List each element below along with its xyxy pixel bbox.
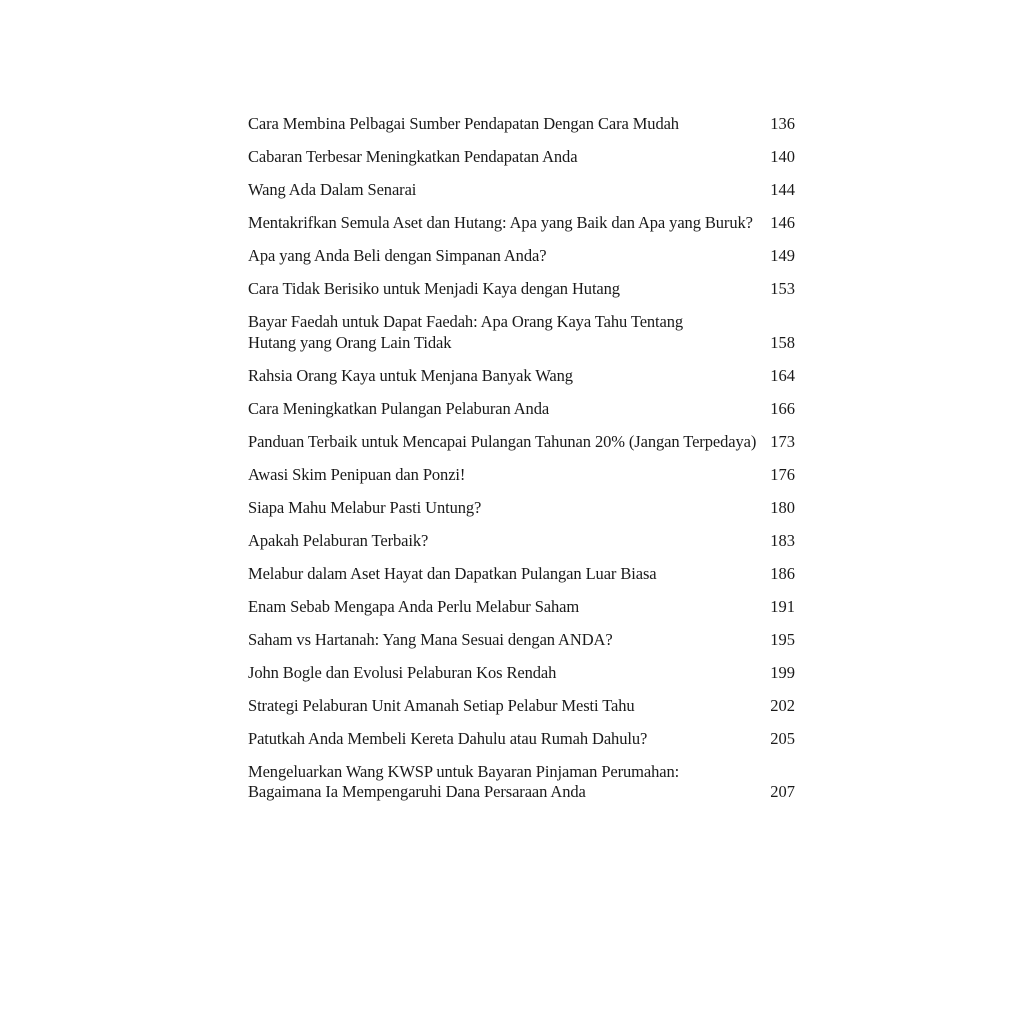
toc-entry-title	[248, 180, 416, 201]
toc-entry	[248, 246, 795, 267]
toc-entry	[248, 498, 795, 519]
toc-entry-page: 146	[770, 213, 795, 232]
toc-entry-page: 180	[770, 497, 795, 517]
toc-entry	[248, 279, 795, 300]
toc-entry-title	[248, 597, 579, 618]
toc-entry	[248, 180, 795, 201]
toc-entry-title	[248, 213, 753, 234]
toc-entry-title-line: Rahsia Orang Kaya untuk Menjana Banyak Wang	[248, 365, 573, 385]
toc-entry-title	[248, 531, 428, 552]
toc-entry	[248, 366, 795, 387]
toc-entry-title-line: Bayar Faedah untuk Dapat Faedah: Apa Orang Kaya Tahu Tentang	[248, 312, 684, 331]
toc-entry-title-line: Patutkah Anda Membeli Kereta Dahulu atau Rumah Dahulu?	[248, 728, 648, 748]
toc-entry-page: 164	[770, 365, 795, 385]
toc-entry-title-line: Cara Tidak Berisiko untuk Menjadi Kaya dengan Hutang	[248, 279, 620, 298]
toc-entry-title-line: Cara Meningkatkan Pulangan Pelaburan Anda	[248, 398, 550, 418]
toc-entry-title	[248, 498, 481, 519]
toc-entry	[248, 564, 795, 585]
toc-entry	[248, 630, 795, 651]
toc-entry-title-line: Cara Membina Pelbagai Sumber Pendapatan Dengan Cara Mudah	[248, 114, 679, 133]
toc-entry-title	[248, 564, 657, 585]
toc-entry-title-line: Apa yang Anda Beli dengan Simpanan Anda?	[248, 246, 547, 265]
toc-entry-title	[248, 729, 647, 750]
toc-entry-page: 166	[770, 398, 795, 418]
toc-entry-page: 136	[770, 114, 795, 133]
toc-entry-page: 158	[770, 332, 795, 352]
toc-entry-title	[248, 279, 620, 300]
toc-entry	[248, 432, 795, 453]
toc-entry	[248, 696, 795, 717]
toc-entry-page: 149	[770, 246, 795, 265]
toc-entry-title-line: Hutang yang Orang Lain Tidak	[248, 332, 452, 352]
toc-entry-title	[248, 663, 556, 684]
toc-entry-page: 195	[770, 629, 795, 649]
toc-entry-title-line: Enam Sebab Mengapa Anda Perlu Melabur Saham	[248, 596, 580, 616]
toc-entry-page: 140	[770, 147, 795, 166]
toc-entry-title-line: John Bogle dan Evolusi Pelaburan Kos Rendah	[248, 662, 557, 682]
toc-entry-title-line: Mengeluarkan Wang KWSP untuk Bayaran Pinjaman Perumahan:	[248, 761, 680, 781]
toc-entry-title-line: Wang Ada Dalam Senarai	[248, 180, 417, 199]
toc-entry-title	[248, 432, 756, 453]
table-of-contents	[248, 114, 795, 815]
toc-entry	[248, 399, 795, 420]
toc-entry-title-line: Cabaran Terbesar Meningkatkan Pendapatan Anda	[248, 147, 578, 166]
toc-entry-title	[248, 630, 613, 651]
toc-entry-page: 144	[770, 180, 795, 199]
toc-entry-page: 191	[770, 596, 795, 616]
toc-entry-title	[248, 366, 573, 387]
toc-entry-title-line: Apakah Pelaburan Terbaik?	[248, 530, 429, 550]
toc-entry-title	[248, 246, 546, 267]
toc-entry-title-line: Saham vs Hartanah: Yang Mana Sesuai dengan ANDA?	[248, 629, 613, 649]
toc-entry	[248, 213, 795, 234]
toc-entry-page: 207	[770, 782, 795, 801]
toc-entry-page: 173	[770, 431, 795, 451]
toc-entry-title	[248, 696, 635, 717]
toc-entry-page: 183	[770, 530, 795, 550]
toc-entry-title	[248, 312, 683, 353]
toc-entry-title	[248, 114, 679, 135]
toc-entry-title	[248, 399, 549, 420]
toc-entry-title-line: Siapa Mahu Melabur Pasti Untung?	[248, 497, 482, 517]
toc-entry-title	[248, 465, 465, 486]
toc-entry-title-line: Strategi Pelaburan Unit Amanah Setiap Pelabur Mesti Tahu	[248, 695, 635, 715]
toc-entry	[248, 312, 795, 353]
toc-entry-title	[248, 762, 679, 803]
toc-entry-page: 205	[770, 728, 795, 748]
toc-entry-title-line: Mentakrifkan Semula Aset dan Hutang: Apa yang Baik dan Apa yang Buruk?	[248, 213, 753, 232]
toc-entry	[248, 531, 795, 552]
toc-entry-title-line: Panduan Terbaik untuk Mencapai Pulangan Tahunan 20% (Jangan Terpedaya)	[248, 431, 757, 451]
toc-entry	[248, 465, 795, 486]
toc-entry-title	[248, 147, 577, 168]
toc-entry-page: 176	[770, 464, 795, 484]
toc-entry-page: 199	[770, 662, 795, 682]
toc-entry-page: 202	[770, 695, 795, 715]
toc-entry-page: 153	[770, 279, 795, 298]
toc-entry-page: 186	[770, 563, 795, 583]
toc-entry	[248, 729, 795, 750]
toc-entry	[248, 147, 795, 168]
toc-entry-title-line: Awasi Skim Penipuan dan Ponzi!	[248, 464, 466, 484]
toc-entry	[248, 597, 795, 618]
toc-entry	[248, 663, 795, 684]
toc-entry-title-line: Melabur dalam Aset Hayat dan Dapatkan Pulangan Luar Biasa	[248, 563, 657, 583]
toc-entry-title-line: Bagaimana Ia Mempengaruhi Dana Persaraan Anda	[248, 782, 586, 801]
toc-entry	[248, 762, 795, 803]
toc-entry	[248, 114, 795, 135]
